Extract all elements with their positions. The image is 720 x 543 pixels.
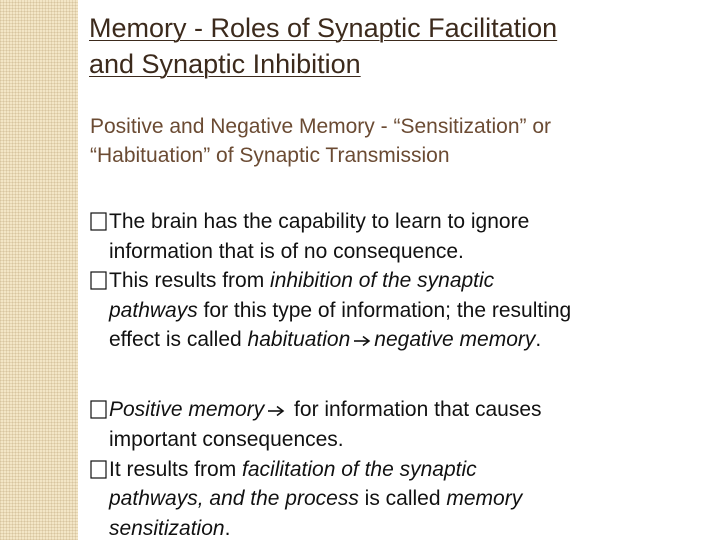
bullet-line [109,325,700,355]
bullet-item [90,395,700,455]
missing-glyph-box-icon [90,400,107,419]
text-run-italic: Positive [109,398,183,421]
bullet-item [90,455,700,543]
bullet-item [90,207,700,266]
slide-title [89,10,689,82]
missing-glyph-box-icon [90,271,107,290]
bullet-group-positive-memory [90,395,700,543]
text-run: This results from [109,269,271,292]
subtitle-line-1: Positive and Negative Memory - “Sensitization” or [90,115,552,138]
title-line-1: Memory - Roles of Synaptic Facilitation [89,13,558,43]
text-run-italic: sensitization [109,516,225,540]
text-run: is called [358,487,447,511]
missing-glyph-box-icon [90,460,107,479]
text-run-italic: memory [446,487,523,511]
title-line-2: and Synaptic Inhibition [89,49,361,79]
slide-subtitle [90,112,700,170]
text-run: effect is called [109,328,248,351]
text-run-italic: habituation [247,328,351,351]
bullet-line [109,395,700,425]
bullet-line: important consequences. [109,428,344,452]
decorative-side-band [0,0,78,540]
missing-glyph-box-icon [90,212,107,231]
bullet-line: information that is of no consequence. [109,239,464,263]
text-run-italic: memory [182,398,265,421]
bullet-item [90,266,700,355]
bullet-line [109,514,700,543]
text-run-italic: facilitation of the synaptic [242,457,477,481]
text-run: for this type of information; the resulting [197,298,572,322]
text-run-italic: negative memory [374,328,536,351]
text-run-italic: inhibition of the synaptic [270,269,495,292]
text-run: . [224,516,231,540]
bullet-line [109,266,700,296]
bullet-line [109,484,700,514]
right-arrow-icon [267,396,285,426]
text-run-italic: pathways [109,298,198,322]
bullet-group-negative-memory [90,207,700,355]
bullet-line: The brain has the capability to learn to ignore [109,210,530,233]
text-run: for information that causes [288,398,542,421]
bullet-line [109,455,700,485]
text-run: . [535,328,542,351]
bullet-line [109,296,700,326]
right-arrow-icon [353,326,371,356]
text-run: It results from [109,457,243,481]
subtitle-line-2: “Habituation” of Synaptic Transmission [90,144,450,167]
text-run-italic: pathways, and the process [109,487,359,511]
